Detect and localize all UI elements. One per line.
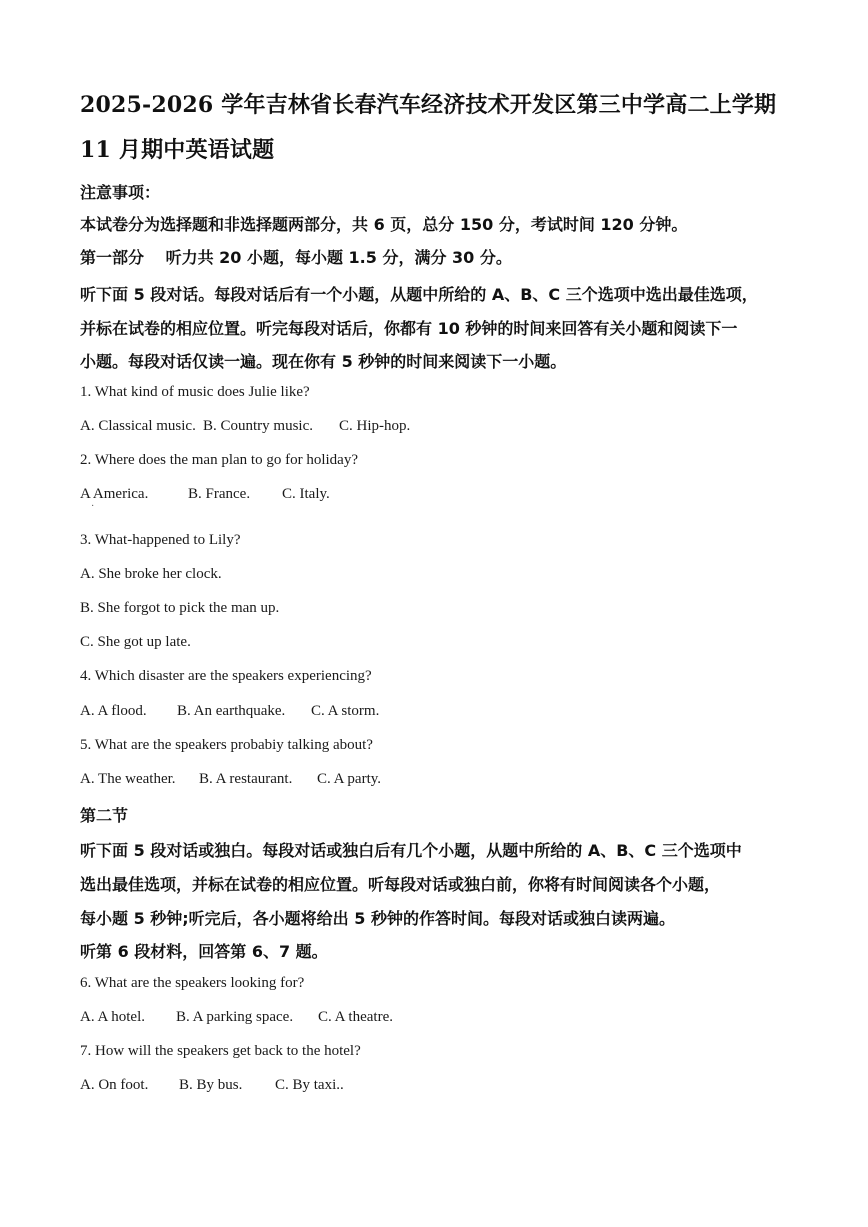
question-1: 1. What kind of music does Julie like?	[80, 384, 310, 400]
part1-heading: 第一部分 听力共 20 小题，每小题 1.5 分，满分 30 分。	[80, 248, 512, 267]
option-a: A. A hotel.	[80, 1009, 146, 1025]
option-c: C. A party.	[317, 771, 382, 787]
option-c: C. Hip-hop.	[339, 418, 411, 434]
part1-instruction-line: 听下面 5 段对话。每段对话后有一个小题，从题中所给的 A、B、C 三个选项中选出最佳选项，	[80, 285, 758, 304]
question-6-options	[80, 1009, 393, 1026]
option-b: B. Country music.	[203, 418, 314, 434]
option-a: A. On foot.	[80, 1077, 149, 1093]
option-a: A America.	[80, 486, 149, 502]
option-b: B. An earthquake.	[177, 703, 286, 719]
question-7: 7. How will the speakers get back to the hotel?	[80, 1043, 361, 1059]
exam-title-line2: 11 月期中英语试题	[80, 137, 275, 163]
option-b: B. A parking space.	[176, 1009, 294, 1025]
option-c: C. By taxi..	[275, 1077, 344, 1093]
question-7-options	[80, 1077, 344, 1094]
question-1-options	[80, 418, 410, 435]
option-b: B. France.	[188, 486, 251, 502]
question-5-options	[80, 771, 381, 788]
question-5: 5. What are the speakers probabiy talking about?	[80, 737, 373, 753]
option-c: C. A theatre.	[318, 1009, 393, 1025]
notice-heading: 注意事项：	[80, 183, 161, 202]
question-4-options	[80, 703, 379, 720]
question-3: 3. What-happened to Lily?	[80, 532, 241, 548]
question-2: 2. Where does the man plan to go for holiday?	[80, 452, 358, 468]
option-c: C. A storm.	[311, 703, 380, 719]
option-a: A. The weather.	[80, 771, 176, 787]
question-6: 6. What are the speakers looking for?	[80, 975, 305, 991]
notice-line: 本试卷分为选择题和非选择题两部分，共 6 页，总分 150 分，考试时间 120 分钟。	[80, 215, 688, 234]
question-2-options	[80, 486, 330, 503]
option-a: A. Classical music.	[80, 418, 196, 434]
part2-instruction-line: 听下面 5 段对话或独白。每段对话或独白后有几个小题，从题中所给的 A、B、C 三个选项中	[80, 841, 742, 860]
part1-instruction-line: 并标在试卷的相应位置。听完每段对话后，你都有 10 秒钟的时间来回答有关小题和阅读下一	[80, 319, 738, 338]
option-c: C. She got up late.	[80, 634, 191, 650]
exam-title-line1: 2025-2026 学年吉林省长春汽车经济技术开发区第三中学高二上学期	[80, 92, 777, 118]
part1-instruction-line: 小题。每段对话仅读一遍。现在你有 5 秒钟的时间来阅读下一小题。	[80, 352, 567, 371]
part2-heading: 第二节	[80, 806, 129, 825]
option-a: A. A flood.	[80, 703, 147, 719]
option-b: B. By bus.	[179, 1077, 243, 1093]
material-heading: 听第 6 段材料，回答第 6、7 题。	[80, 942, 328, 961]
part2-instruction-line: 选出最佳选项，并标在试卷的相应位置。听每段对话或独白前，你将有时间阅读各个小题，	[80, 875, 721, 894]
option-b: B. She forgot to pick the man up.	[80, 600, 280, 616]
option-a: A. She broke her clock.	[80, 566, 222, 582]
stray-mark: ·	[91, 501, 95, 512]
question-4: 4. Which disaster are the speakers experiencing?	[80, 668, 372, 684]
option-b: B. A restaurant.	[199, 771, 293, 787]
option-c: C. Italy.	[282, 486, 330, 502]
part2-instruction-line: 每小题 5 秒钟;听完后，各小题将给出 5 秒钟的作答时间。每段对话或独白读两遍。	[80, 909, 675, 928]
